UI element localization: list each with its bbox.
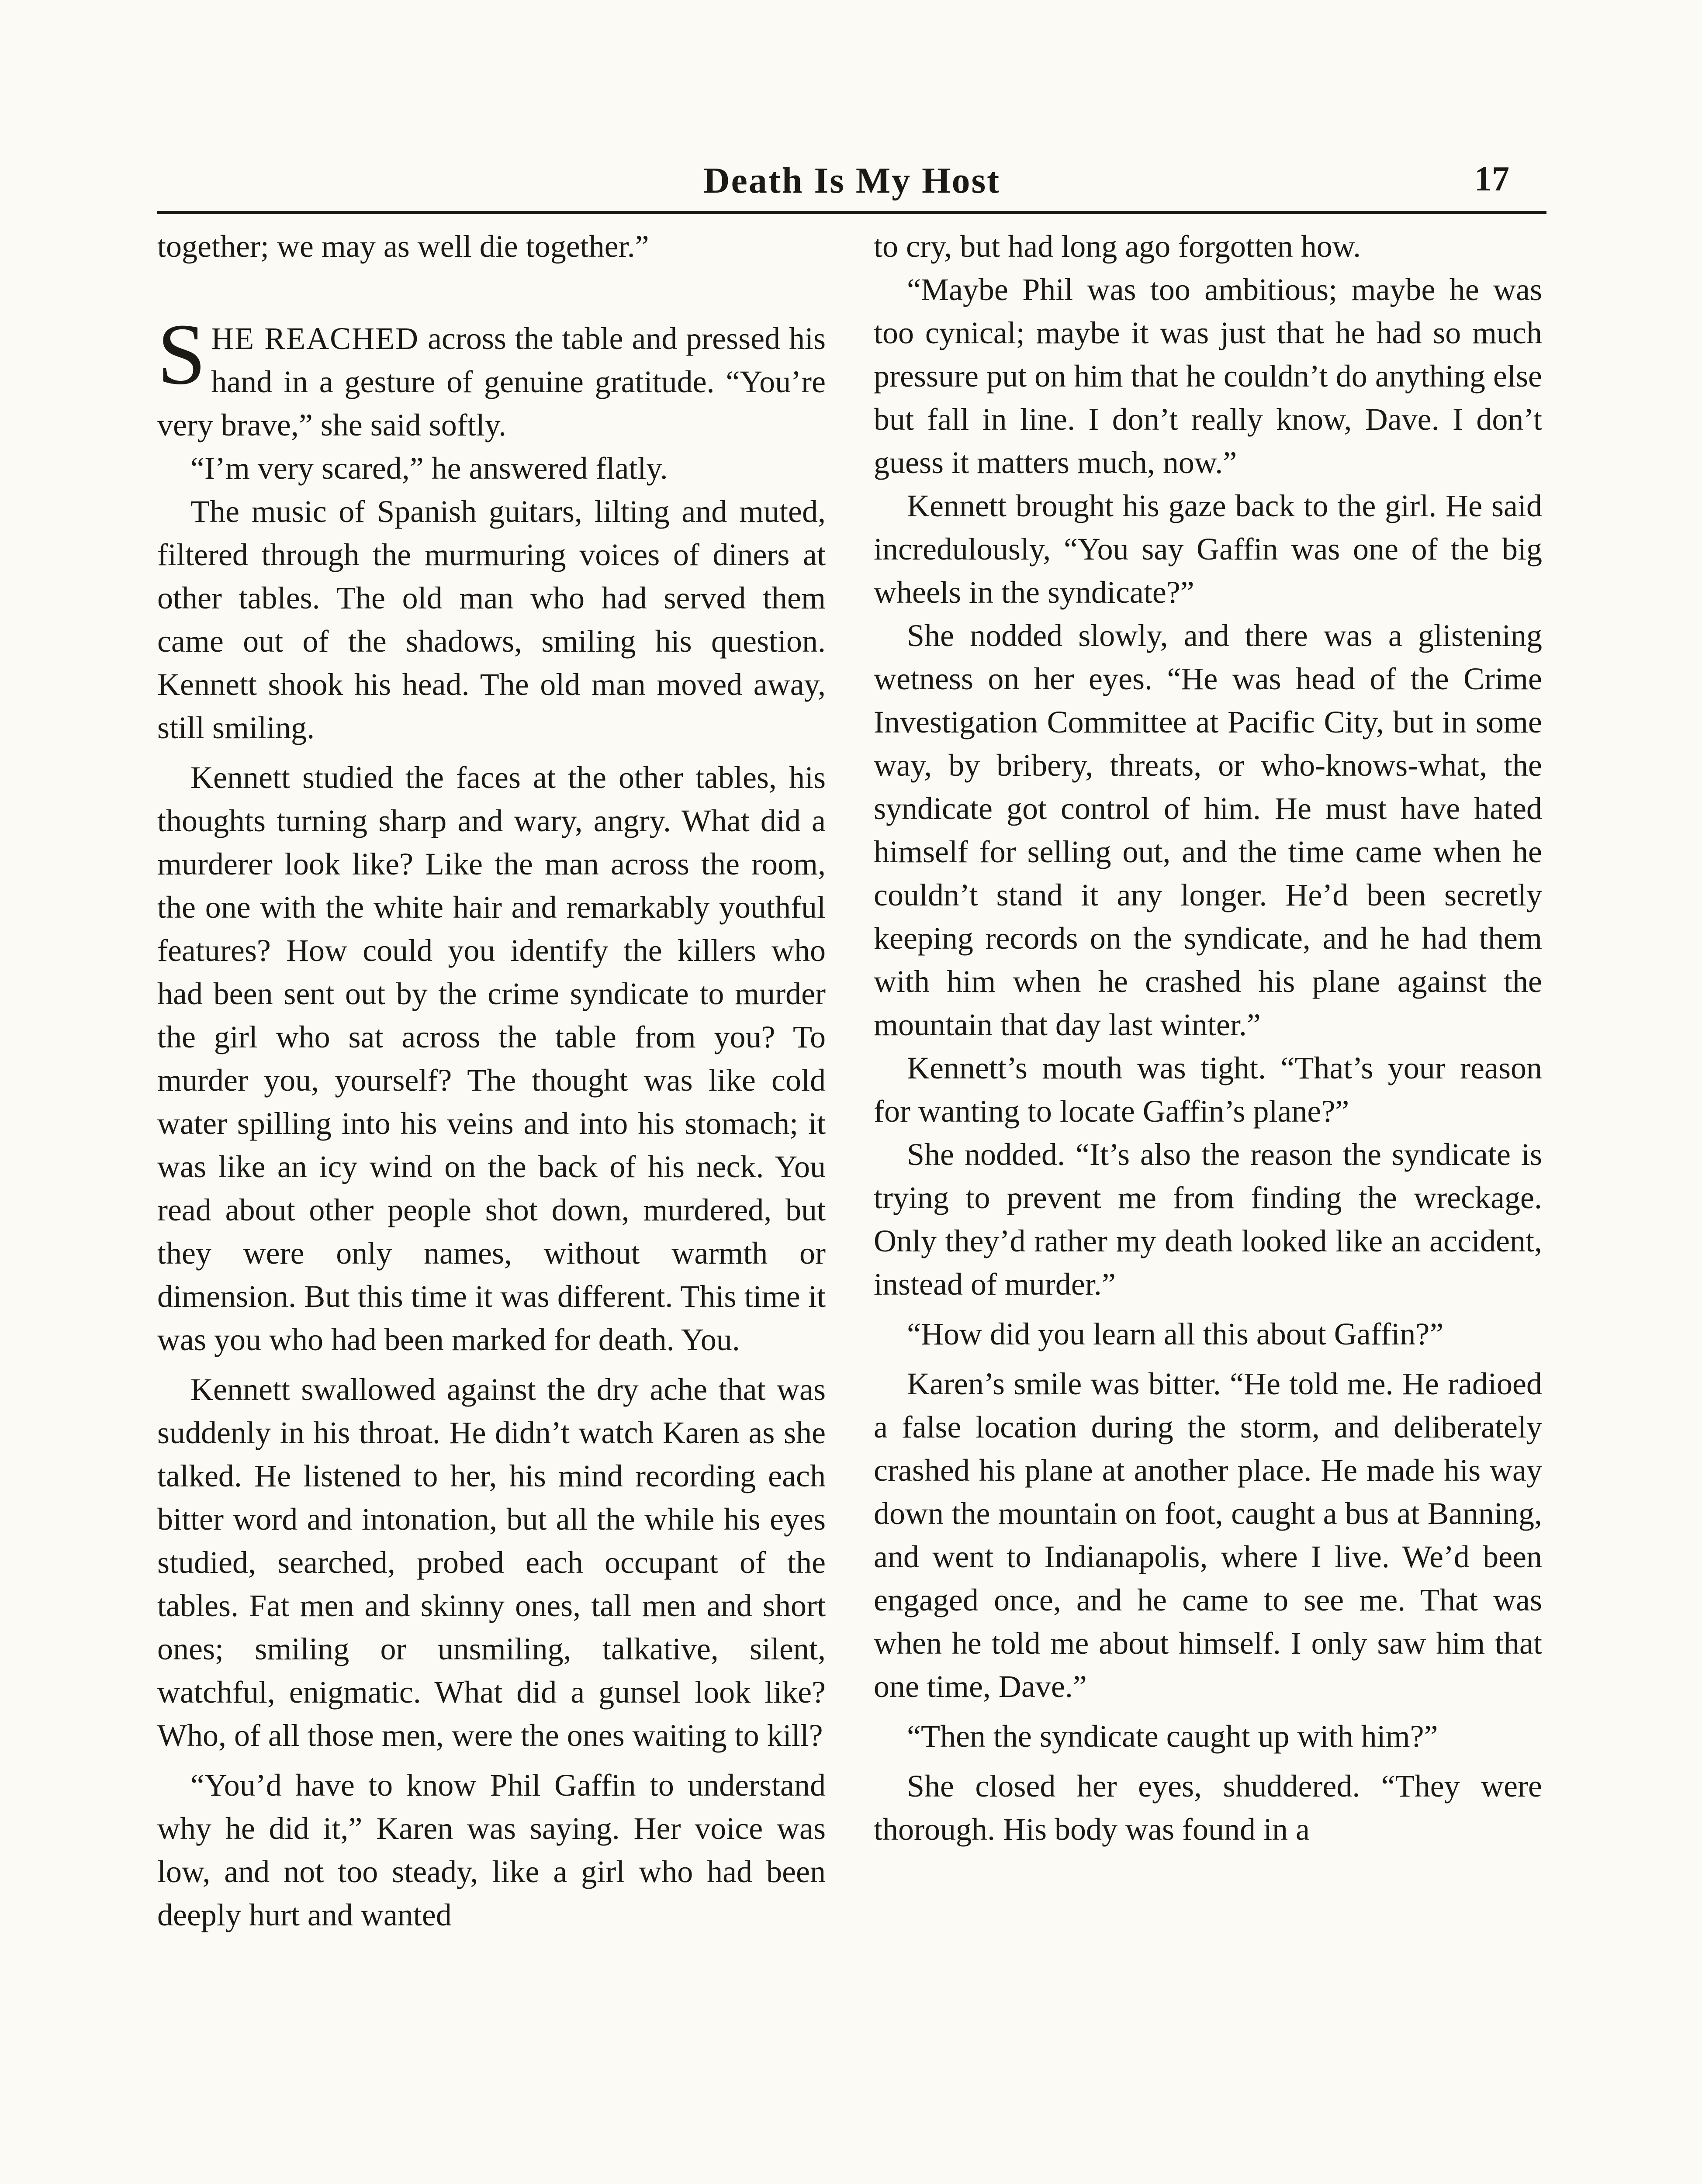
paragraph: to cry, but had long ago forgotten how.: [874, 229, 1361, 264]
drop-cap-text: across the table and pressed his hand in a gesture of genuine gratitude. “You’re very brave,” she said softly.: [157, 321, 826, 442]
drop-cap: S: [157, 306, 206, 403]
header-rule: [157, 211, 1546, 214]
paragraph: “Then the syndicate caught up with him?”: [907, 1719, 1438, 1754]
paragraph: “Maybe Phil was too ambitious; maybe he was too cynical; maybe it was just that he had so much pressure put on him that he couldn’t do anything else but fall in line. I don’t really know, Dave. I don’t guess it matters much, now.”: [874, 272, 1542, 480]
paragraph: Kennett swallowed against the dry ache that was suddenly in his throat. He didn’t watch Karen as she talked. He listened to her, his mind recording each bitter word and intonation, but all the while his eyes studied, searched, probed each occupant of the tables. Fat men and skinny ones, tall men and short ones; smiling or unsmiling, talkative, silent, watchful, enigmatic. What did a gunsel look like? Who, of all those men, were the ones waiting to kill?: [157, 1372, 826, 1753]
paragraph: Karen’s smile was bitter. “He told me. He radioed a false location during the storm, and deliberately crashed his plane at another place. He made his way down the mountain on foot, caught a bus at Banning, and went to Indianapolis, where I live. We’d been engaged once, and he came to see me. That was when he told me about himself. I only saw him that one time, Dave.”: [874, 1366, 1542, 1704]
page-number: 17: [1474, 160, 1509, 198]
right-column: [874, 225, 1542, 1851]
paragraph: She nodded slowly, and there was a glistening wetness on her eyes. “He was head of the Crime Investigation Committee at Pacific City, but in some way, by bribery, threats, or who-knows-what, the syndicate got control of him. He must have hated himself for selling out, and the time came when he couldn’t stand it any longer. He’d been secretly keeping records on the syndicate, and he had them with him when he crashed his plane against the mountain that day last winter.”: [874, 618, 1542, 1042]
left-column: [157, 225, 826, 1937]
paragraph: “You’d have to know Phil Gaffin to understand why he did it,” Karen was saying. Her voice was low, and not too steady, like a girl who had been deeply hurt and wanted: [157, 1768, 826, 1932]
paragraph: Kennett brought his gaze back to the girl. He said incredulously, “You say Gaffin was one of the big wheels in the syndicate?”: [874, 488, 1542, 610]
paragraph: She closed her eyes, shuddered. “They were thorough. His body was found in a: [874, 1769, 1542, 1847]
paragraph: Kennett studied the faces at the other tables, his thoughts turning sharp and wary, angry. What did a murderer look like? Like the man across the room, the one with the white hair and remarkably youthful features? How could you identify the killers who had been sent out by the crime syndicate to murder the girl who sat across the table from you? To murder you, yourself? The thought was like cold water spilling into his veins and into his stomach; it was like an icy wind on the back of his neck. You read about other people shot down, murdered, but they were only names, without warmth or dimension. But this time it was different. This time it was you who had been marked for death. You.: [157, 760, 826, 1357]
drop-cap-lead: HE REACHED: [211, 321, 419, 356]
drop-cap-paragraph: [157, 306, 826, 447]
paragraph: together; we may as well die together.”: [157, 229, 649, 264]
paragraph: “How did you learn all this about Gaffin?”: [907, 1317, 1444, 1351]
paragraph: “I’m very scared,” he answered flatly.: [190, 451, 668, 486]
paragraph: She nodded. “It’s also the reason the syndicate is trying to prevent me from finding the wreckage. Only they’d rather my death looked like an accident, instead of murder.”: [874, 1137, 1542, 1302]
running-title: Death Is My Host: [703, 160, 1001, 201]
paragraph: Kennett’s mouth was tight. “That’s your reason for wanting to locate Gaffin’s plane?”: [874, 1051, 1542, 1129]
paragraph: The music of Spanish guitars, lilting and muted, filtered through the murmuring voices of diners at other tables. The old man who had served them came out of the shadows, smiling his question. Kennett shook his head. The old man moved away, still smiling.: [157, 494, 826, 745]
running-header: [157, 155, 1546, 207]
